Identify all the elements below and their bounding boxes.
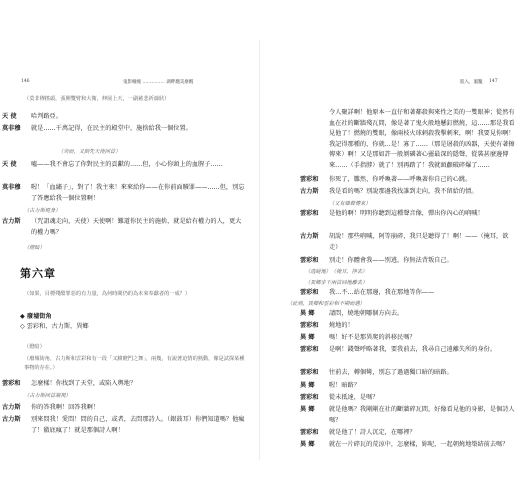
dialogue-line <box>2 183 246 204</box>
line-text: 哈判路亞。 <box>31 113 62 120</box>
line-text: 別來問我！愛問！問的自己，或者，去問那詩人。（銀鼓耳）你們知道嗎？他瘋了！徹底瘋了！就是那個詩人啊！ <box>31 416 245 434</box>
stage-direction-top: （莫非穆搖頭，張開雙臂和大衛，伸展上天，一副慈悲祈禱狀） <box>24 96 170 102</box>
speaker-name: 雲彩和 <box>300 257 319 264</box>
dialogue-line <box>300 405 517 426</box>
right-page <box>265 0 520 500</box>
line-text: 胡說！那些吶喊，阿等崩碎，我只是聽得了！啊！——（掩耳，欲走） <box>329 233 509 251</box>
stage-direction: （又有雜聲傳來） <box>329 201 371 207</box>
line-text: 你的答我啊！回答我啊！ <box>31 404 100 411</box>
dialogue-line <box>2 379 246 390</box>
dialogue-line <box>300 368 517 379</box>
line-text: （咒詛魂走向，天使）天使啊！難道你民主的施捨，就是給有權力的人，更大的權力嗎？ <box>31 218 242 236</box>
line-text: 是他的啊！明明你聽到這種聲音像，彈出你內心的吶喊！ <box>329 210 484 217</box>
dialogue-line <box>2 217 246 238</box>
speaker-name: 古力斯 <box>2 218 21 225</box>
line-text: 嗎！好不是那異爬的斜移民嗎？ <box>329 334 416 341</box>
speaker-name: 異 鄉 <box>300 334 315 341</box>
dialogue-line <box>329 108 517 171</box>
left-running-head: 鬼影幢幢 …………… 湖畔翻美塵醒 <box>123 80 194 85</box>
left-page <box>0 0 255 500</box>
line-text: 就是他嗎？我剛剛在社的斷牆碎瓦間，好像看見他的身影，是個詩人嗎？ <box>329 406 515 424</box>
speaker-name: 古力斯 <box>2 404 21 411</box>
scene-location: ◆ 廢墟街角 <box>20 313 52 320</box>
speaker-name: 天 使 <box>2 113 17 120</box>
dialogue-line <box>300 209 517 220</box>
stage-direction: （燈暗） <box>24 245 45 251</box>
book-gutter <box>259 40 260 460</box>
speaker-name: 異 鄉 <box>300 382 315 389</box>
line-text: 我…不…站在那邊，我在那地等你—— <box>329 289 435 296</box>
stage-direction: （燈暗） <box>24 344 45 350</box>
speaker-name: 雲彩和 <box>2 380 21 387</box>
line-text: 往前去，轉個彎，別忘了過過獨口暗的暗路。 <box>329 369 453 376</box>
stage-direction: （此刻，異鄉和雲彩和不期而遇） <box>287 301 365 307</box>
speaker-name: 天 使 <box>2 161 17 168</box>
line-text: 令人聚詳啊！他原本一直仔和著鄰殺與來性之美的一雙眼神；從然有血在社的斷牆殘瓦間，像是著了鬼火般地懸釘燃燒，這……那是我看見他了！燃燒的雙眼，像兩枝火球刺殺我擊刺來，啊！我要見你啊！我記得那種的，你就…是！寡了……（那是屠殺的凶器，天使有著擦傳來）啊！又是那如許一般剝磷著心靈最深的隱聲，從裝甚麼邊傳來……（手指脖）就了！別再踏了！我就頭顱破碎爆了…… <box>329 109 515 169</box>
line-text: 怎麼樣！你找到了天堂，或陷入輿地？ <box>31 380 137 387</box>
chapter-epigraph: （如果，目標殘酷罪惡的有力量，為何時間仍的為未來奉獻者的一成？） <box>24 291 191 297</box>
line-text: 喔！暗路？ <box>329 382 360 389</box>
speaker-name: 古力斯 <box>2 416 21 423</box>
dialogue-line <box>300 309 517 320</box>
speaker-name: 雲彩和 <box>300 176 319 183</box>
speaker-name: 雲彩和 <box>300 322 319 329</box>
dialogue-line <box>300 428 517 439</box>
dialogue-line <box>300 440 517 451</box>
line-text: 是啊！錢聲呼略著我，要我前去，我尋自己遠離失所的身份。 <box>329 346 497 353</box>
speaker-name: 雲彩和 <box>300 210 319 217</box>
dialogue-line <box>300 321 517 332</box>
dialogue-line <box>2 124 246 135</box>
line-text: 從未抵達，是嗎？ <box>329 394 379 401</box>
dialogue-line <box>2 403 246 414</box>
stage-direction: （逃疑地） （掩耳，挣去） <box>305 269 368 275</box>
dialogue-line <box>300 393 517 404</box>
line-text: 燒地的！ <box>329 322 354 329</box>
left-page-number: 146 <box>21 79 30 84</box>
dialogue-line <box>2 160 246 171</box>
stage-direction: （突而，又倒先天使回首） <box>58 149 121 155</box>
speaker-name: 異 鄉 <box>300 441 315 448</box>
dialogue-line <box>300 175 517 186</box>
speaker-name: 雲彩和 <box>300 289 319 296</box>
line-text: 就在一片碎瓦的荒涼中，怎麼樣，妳呢，一起朝燒地築結前去嗎？ <box>329 441 509 448</box>
right-page-number: 147 <box>489 79 498 84</box>
speaker-name: 雲彩和 <box>300 429 319 436</box>
line-text: 請問，燒地朝哪個方向去。 <box>329 310 404 317</box>
speaker-name: 雲彩和 <box>300 346 319 353</box>
line-text: 我是看的嗎？別說那邊我找誰到走向，我不留給的情。 <box>329 188 478 195</box>
dialogue-line <box>300 288 517 299</box>
dialogue-line <box>300 232 517 253</box>
dialogue-line <box>300 381 517 392</box>
dialogue-line <box>300 345 517 356</box>
line-text: 喔！「血繡子」，對了！我主來！來來給你——在你前面贖罪——……但，別忘了答應給我一個位置啊！ <box>31 184 245 202</box>
line-text: 就是……千萬記得，在民主的殿堂中，施捨給我一個位置。 <box>31 125 192 132</box>
stage-direction: （古力斯回首凝視） <box>24 393 71 399</box>
speaker-name: 雲彩和 <box>300 369 319 376</box>
chapter-heading: 第六章 <box>20 267 56 280</box>
stage-direction-scene: （廢墟街角，古力斯和雲彩和有一段「又臉瞪門之舞」，兩幾，有說著迫情的熟動，像是試探某種事物的存在。） <box>24 356 245 371</box>
line-text: 別走！你體會我——別逃，你無法背叛自己。 <box>329 257 453 264</box>
dialogue-line <box>2 415 246 436</box>
dialogue-line <box>300 333 517 344</box>
stage-direction: （古力斯現身） <box>24 208 61 214</box>
speaker-name: 異 鄉 <box>300 406 315 413</box>
dialogue-line <box>300 187 517 198</box>
dialogue-line <box>2 112 246 123</box>
speaker-name: 古力斯 <box>300 233 319 240</box>
line-text: 噓——我不會忘了你對民主的貢獻的……但，小心你頭上的血腥子…… <box>31 161 223 168</box>
speaker-name: 莫非穆 <box>2 125 21 132</box>
right-running-head: 陷入，噩魘 <box>460 80 483 85</box>
speaker-name: 古力斯 <box>300 188 319 195</box>
line-text: 你死了，雛然，你呼喚著——呼喚著你自己的心跳。 <box>329 176 472 183</box>
line-text: 就是他了！詩人沉定，在哪裡？ <box>329 429 416 436</box>
dialogue-line <box>300 256 517 267</box>
speaker-name: 異 鄉 <box>300 310 315 317</box>
speaker-name: 雲彩和 <box>300 394 319 401</box>
scene-cast: ◇ 雲彩和、古力斯、異鄉 <box>20 323 89 330</box>
speaker-name: 莫非穆 <box>2 184 21 191</box>
stage-direction: （異鄉步下兩首回地離去） <box>305 280 368 286</box>
